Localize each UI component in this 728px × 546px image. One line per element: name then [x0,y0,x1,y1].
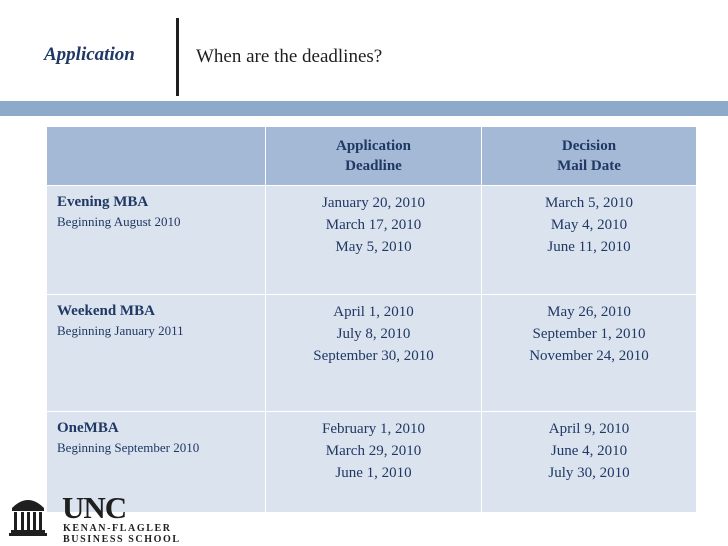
decision-date: June 11, 2010 [547,239,631,255]
decision-date: May 26, 2010 [547,304,631,320]
deadline-date: September 30, 2010 [313,348,434,364]
logo-wordmark: UNC [62,490,127,525]
program-start: Beginning August 2010 [57,214,181,229]
header-program [47,127,266,186]
deadline-date: January 20, 2010 [322,195,425,211]
decision-date: May 4, 2010 [550,217,628,233]
program-cell [47,186,266,295]
decision-cell [482,412,697,513]
section-label: Application [44,44,135,65]
old-well-icon [8,494,48,536]
decision-cell [482,186,697,295]
program-start: Beginning January 2011 [57,323,184,338]
deadline-cell [266,186,482,295]
decision-date: June 4, 2010 [550,443,628,459]
deadline-date: April 1, 2010 [333,304,414,320]
table-header-row [47,127,697,186]
deadline-cell [266,412,482,513]
header-bar [0,101,728,116]
deadline-cell [266,295,482,412]
unc-logo [8,490,208,545]
decision-date: April 9, 2010 [548,421,630,437]
logo-line-2: BUSINESS SCHOOL [63,534,181,545]
logo-line-1: KENAN-FLAGLER [63,523,172,534]
deadline-date: March 17, 2010 [325,217,422,233]
program-cell [47,295,266,412]
decision-date: March 5, 2010 [545,195,633,211]
deadline-date: May 5, 2010 [335,239,412,255]
program-name: Evening MBA [57,194,149,210]
decision-cell [482,295,697,412]
decision-date: September 1, 2010 [532,326,646,342]
header-application-deadline: Application Deadline [266,127,482,186]
program-name: OneMBA [57,420,119,436]
table-row [47,295,697,412]
program-start: Beginning September 2010 [57,440,200,455]
title-divider [176,18,179,96]
decision-date: November 24, 2010 [529,348,649,364]
deadline-date: February 1, 2010 [322,421,425,437]
header-decision-mail-date: Decision Mail Date [482,127,697,186]
deadlines-table [46,126,697,513]
program-name: Weekend MBA [57,303,155,319]
deadline-date: June 1, 2010 [335,465,412,481]
deadline-date: July 8, 2010 [336,326,411,342]
slide-title: When are the deadlines? [196,46,383,67]
table-row [47,186,697,295]
deadline-date: March 29, 2010 [325,443,422,459]
decision-date: July 30, 2010 [548,465,630,481]
